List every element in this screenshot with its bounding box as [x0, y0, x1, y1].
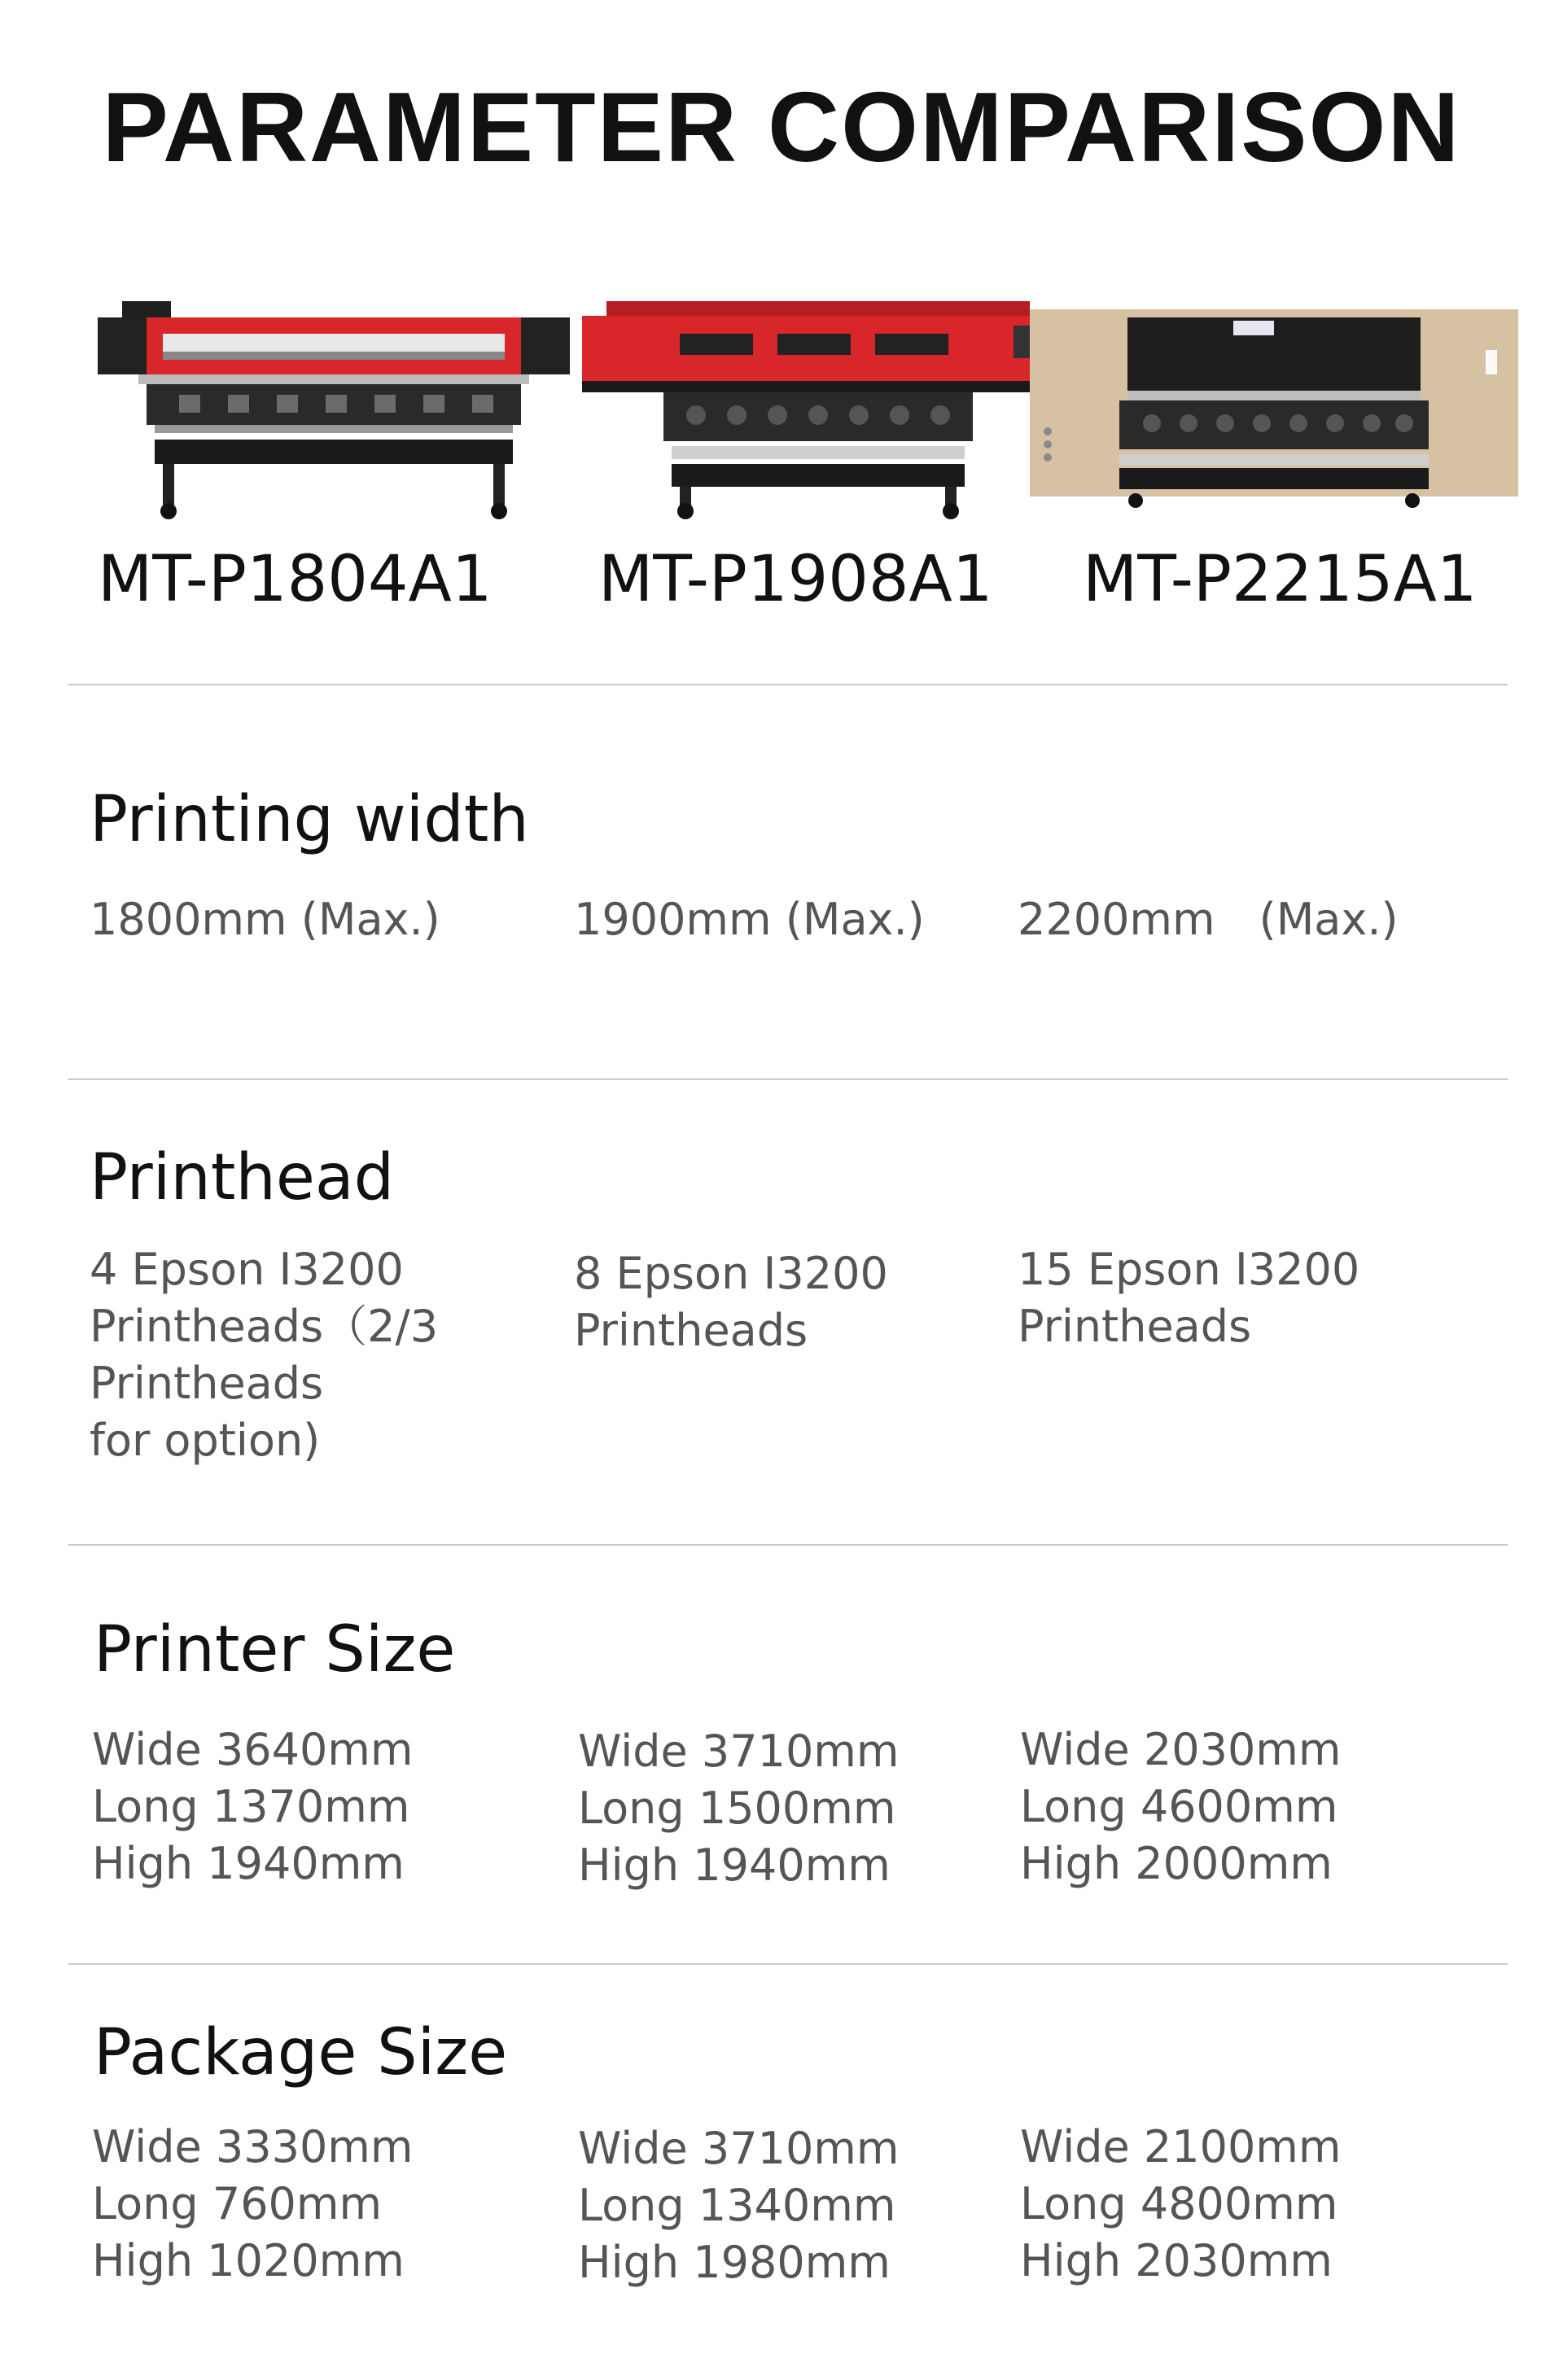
- divider: [68, 684, 1508, 685]
- spec-value: Wide 3640mm Long 1370mm High 1940mm: [92, 1724, 414, 1889]
- section-title-printing-width: Printing width: [90, 783, 529, 856]
- section-title-package-size: Package Size: [94, 2016, 508, 2089]
- section-title-printer-size: Printer Size: [94, 1613, 456, 1687]
- spec-value: 1800mm (Max.): [90, 894, 440, 945]
- spec-value: 8 Epson I3200 Printheads: [574, 1248, 888, 1356]
- page-title: PARAMETER COMPARISON: [102, 72, 1461, 182]
- spec-value: Wide 3330mm Long 760mm High 1020mm: [92, 2121, 414, 2286]
- spec-value: 2200mm (Max.): [1018, 894, 1399, 945]
- printer-image-mt-p1804a1: [90, 301, 578, 521]
- printer-image-mt-p1908a1: [574, 301, 1062, 521]
- spec-value: Wide 3710mm Long 1340mm High 1980mm: [578, 2123, 900, 2288]
- spec-value: Wide 3710mm Long 1500mm High 1940mm: [578, 1726, 900, 1891]
- spec-value: Wide 2030mm Long 4600mm High 2000mm: [1020, 1724, 1342, 1889]
- model-name: MT-P2215A1: [1083, 543, 1478, 616]
- printer-image-mt-p2215a1: [1030, 301, 1518, 521]
- spec-value: 1900mm (Max.): [574, 894, 925, 945]
- divider: [68, 1078, 1508, 1080]
- spec-value: 15 Epson I3200 Printheads: [1018, 1244, 1360, 1352]
- spec-value: 4 Epson I3200 Printheads（2/3 Printheads for option): [90, 1244, 439, 1466]
- divider: [68, 1544, 1508, 1546]
- model-name: MT-P1908A1: [598, 543, 993, 616]
- section-title-printhead: Printhead: [90, 1141, 395, 1214]
- divider: [68, 1963, 1508, 1965]
- model-name: MT-P1804A1: [98, 543, 493, 616]
- spec-value: Wide 2100mm Long 4800mm High 2030mm: [1020, 2121, 1342, 2286]
